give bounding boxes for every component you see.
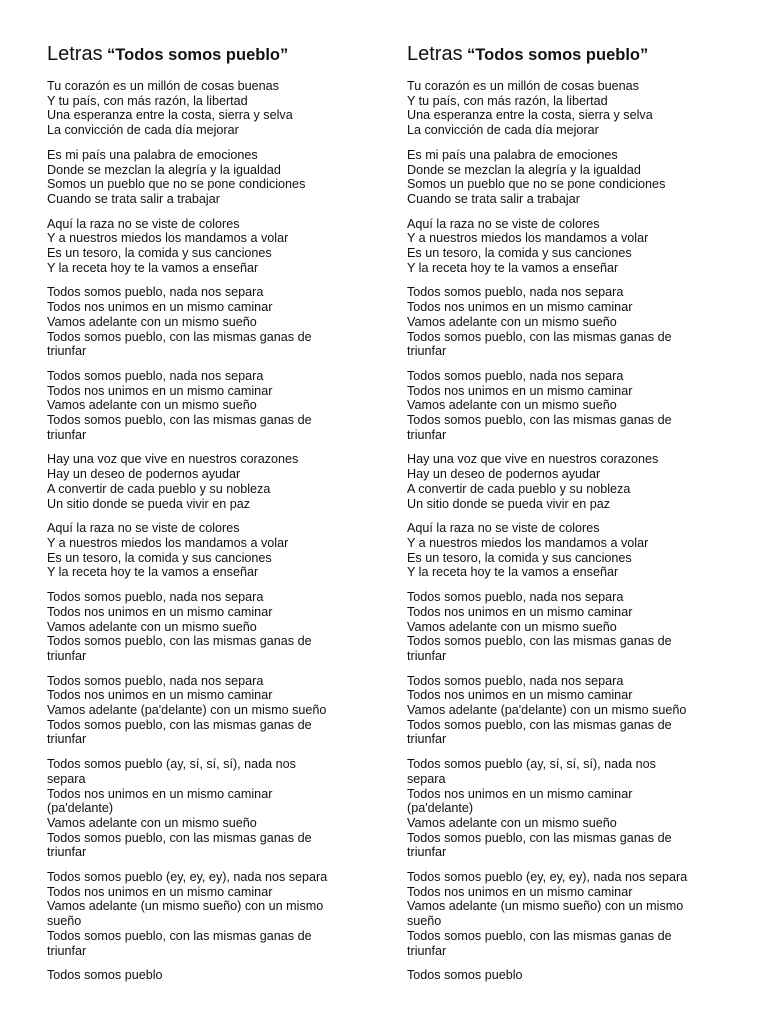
lyric-line: Y a nuestros miedos los mandamos a volar bbox=[407, 535, 649, 550]
stanza bbox=[47, 968, 367, 983]
stanza bbox=[47, 674, 367, 748]
lyric-line: Todos somos pueblo, nada nos separa bbox=[47, 368, 264, 383]
lyric-line: Y la receta hoy te la vamos a enseñar bbox=[407, 565, 619, 580]
stanza bbox=[47, 148, 367, 207]
lyric-line: Todos somos pueblo, con las mismas ganas de bbox=[407, 830, 672, 845]
lyric-line: Todos somos pueblo, con las mismas ganas de bbox=[47, 830, 312, 845]
lyric-line: Todos nos unimos en un mismo caminar bbox=[47, 786, 273, 801]
song-title: “Todos somos pueblo” bbox=[467, 46, 649, 64]
stanza bbox=[407, 590, 727, 664]
lyric-line: Aquí la raza no se viste de colores bbox=[47, 216, 240, 231]
lyric-line: Todos somos pueblo, nada nos separa bbox=[47, 673, 264, 688]
lyric-line: Todos nos unimos en un mismo caminar bbox=[407, 786, 633, 801]
lyric-line: triunfar bbox=[407, 943, 447, 958]
lyric-line: Todos nos unimos en un mismo caminar bbox=[407, 884, 633, 899]
title-prefix: Letras bbox=[47, 43, 103, 65]
lyric-line: Todos somos pueblo (ay, sí, sí, sí), nada nos bbox=[407, 757, 656, 772]
stanza bbox=[47, 870, 367, 958]
lyric-line: triunfar bbox=[407, 427, 447, 442]
lyric-line: (pa'delante) bbox=[47, 801, 114, 816]
lyric-line: Todos somos pueblo, con las mismas ganas de bbox=[47, 717, 312, 732]
lyric-line: Todos nos unimos en un mismo caminar bbox=[47, 383, 273, 398]
lyric-line: Todos somos pueblo, con las mismas ganas de bbox=[407, 928, 672, 943]
lyric-line: Es mi país una palabra de emociones bbox=[47, 147, 258, 162]
stanza bbox=[407, 148, 727, 207]
lyric-line: Hay un deseo de podernos ayudar bbox=[47, 467, 241, 482]
lyric-line: triunfar bbox=[47, 427, 87, 442]
lyric-line: Vamos adelante con un mismo sueño bbox=[407, 815, 617, 830]
lyric-line: Todos somos pueblo, nada nos separa bbox=[407, 285, 624, 300]
lyric-line: Todos somos pueblo, con las mismas ganas de bbox=[47, 928, 312, 943]
lyric-line: Vamos adelante (un mismo sueño) con un mismo bbox=[407, 899, 684, 914]
lyric-line: Hay una voz que vive en nuestros corazones bbox=[407, 452, 659, 467]
lyric-line: Una esperanza entre la costa, sierra y selva bbox=[47, 108, 293, 123]
lyric-line: Todos nos unimos en un mismo caminar bbox=[407, 688, 633, 703]
stanza bbox=[47, 217, 367, 276]
lyric-line: Y a nuestros miedos los mandamos a volar bbox=[47, 231, 289, 246]
lyric-line: Todos nos unimos en un mismo caminar bbox=[47, 300, 273, 315]
lyric-line: Todos nos unimos en un mismo caminar bbox=[407, 604, 633, 619]
lyric-line: Vamos adelante (pa'delante) con un mismo sueño bbox=[407, 703, 687, 718]
stanza bbox=[47, 452, 367, 511]
lyric-line: Y la receta hoy te la vamos a enseñar bbox=[47, 260, 259, 275]
lyric-line: La convicción de cada día mejorar bbox=[407, 123, 599, 138]
lyric-line: Es mi país una palabra de emociones bbox=[407, 147, 618, 162]
lyric-line: Y tu país, con más razón, la libertad bbox=[407, 93, 608, 108]
lyric-line: Vamos adelante con un mismo sueño bbox=[407, 619, 617, 634]
lyric-line: Todos nos unimos en un mismo caminar bbox=[47, 688, 273, 703]
stanza bbox=[407, 217, 727, 276]
lyric-line: Vamos adelante con un mismo sueño bbox=[407, 398, 617, 413]
lyric-line: Todos somos pueblo, con las mismas ganas de bbox=[407, 717, 672, 732]
lyric-line: Todos somos pueblo (ey, ey, ey), nada nos separa bbox=[47, 870, 328, 885]
lyric-line: Todos somos pueblo, nada nos separa bbox=[407, 673, 624, 688]
lyrics-title bbox=[407, 42, 727, 68]
lyric-line: triunfar bbox=[47, 648, 87, 663]
lyric-line: sueño bbox=[407, 914, 442, 929]
lyric-line: A convertir de cada pueblo y su nobleza bbox=[407, 481, 631, 496]
lyric-line: Aquí la raza no se viste de colores bbox=[47, 521, 240, 536]
lyric-line: triunfar bbox=[407, 344, 447, 359]
lyric-line: Cuando se trata salir a trabajar bbox=[407, 191, 580, 206]
lyric-line: Hay un deseo de podernos ayudar bbox=[407, 467, 601, 482]
lyric-line: (pa'delante) bbox=[407, 801, 474, 816]
lyric-line: Todos somos pueblo bbox=[407, 968, 523, 983]
stanza bbox=[407, 870, 727, 958]
lyric-line: A convertir de cada pueblo y su nobleza bbox=[47, 481, 271, 496]
stanza-list bbox=[47, 79, 367, 983]
title-prefix: Letras bbox=[407, 43, 463, 65]
lyric-line: Todos somos pueblo, con las mismas ganas de bbox=[47, 413, 312, 428]
lyric-line: Cuando se trata salir a trabajar bbox=[47, 191, 220, 206]
stanza bbox=[407, 285, 727, 359]
lyric-line: Donde se mezclan la alegría y la igualdad bbox=[47, 162, 281, 177]
lyric-line: Hay una voz que vive en nuestros corazones bbox=[47, 452, 299, 467]
stanza bbox=[407, 968, 727, 983]
lyric-line: Todos somos pueblo, nada nos separa bbox=[407, 368, 624, 383]
lyric-line: Y a nuestros miedos los mandamos a volar bbox=[407, 231, 649, 246]
lyric-line: Vamos adelante con un mismo sueño bbox=[47, 815, 257, 830]
stanza bbox=[407, 79, 727, 138]
lyric-line: Todos somos pueblo, nada nos separa bbox=[47, 590, 264, 605]
lyric-line: Vamos adelante (pa'delante) con un mismo sueño bbox=[47, 703, 327, 718]
lyric-line: Aquí la raza no se viste de colores bbox=[407, 521, 600, 536]
lyric-line: Todos somos pueblo, con las mismas ganas de bbox=[47, 634, 312, 649]
stanza bbox=[47, 521, 367, 580]
lyric-line: triunfar bbox=[407, 648, 447, 663]
stanza bbox=[47, 285, 367, 359]
stanza bbox=[407, 674, 727, 748]
stanza bbox=[407, 757, 727, 860]
lyric-line: Vamos adelante con un mismo sueño bbox=[47, 619, 257, 634]
stanza bbox=[47, 757, 367, 860]
lyric-line: triunfar bbox=[47, 943, 87, 958]
lyrics-column-right bbox=[407, 42, 727, 993]
lyric-line: Y la receta hoy te la vamos a enseñar bbox=[47, 565, 259, 580]
lyric-line: separa bbox=[407, 771, 446, 786]
lyric-line: Y tu país, con más razón, la libertad bbox=[47, 93, 248, 108]
stanza bbox=[47, 590, 367, 664]
lyric-line: triunfar bbox=[407, 732, 447, 747]
lyric-line: Todos somos pueblo, con las mismas ganas de bbox=[47, 329, 312, 344]
lyric-line: Todos somos pueblo (ey, ey, ey), nada nos separa bbox=[407, 870, 688, 885]
lyric-line: Un sitio donde se pueda vivir en paz bbox=[407, 496, 611, 511]
lyric-line: Y a nuestros miedos los mandamos a volar bbox=[47, 535, 289, 550]
lyric-line: Es un tesoro, la comida y sus canciones bbox=[47, 246, 272, 261]
song-title: “Todos somos pueblo” bbox=[107, 46, 289, 64]
lyric-line: triunfar bbox=[47, 732, 87, 747]
lyric-line: Todos nos unimos en un mismo caminar bbox=[47, 604, 273, 619]
lyric-line: Todos somos pueblo (ay, sí, sí, sí), nada nos bbox=[47, 757, 296, 772]
stanza bbox=[407, 452, 727, 511]
lyric-line: Somos un pueblo que no se pone condiciones bbox=[407, 177, 666, 192]
lyric-line: sueño bbox=[47, 914, 82, 929]
lyric-line: Es un tesoro, la comida y sus canciones bbox=[407, 550, 632, 565]
lyric-line: triunfar bbox=[47, 845, 87, 860]
lyric-line: Un sitio donde se pueda vivir en paz bbox=[47, 496, 251, 511]
lyric-line: Es un tesoro, la comida y sus canciones bbox=[47, 550, 272, 565]
stanza bbox=[407, 369, 727, 443]
lyric-line: Aquí la raza no se viste de colores bbox=[407, 216, 600, 231]
lyric-line: Vamos adelante (un mismo sueño) con un mismo bbox=[47, 899, 324, 914]
lyrics-column-left bbox=[47, 42, 367, 993]
stanza bbox=[47, 79, 367, 138]
lyric-line: Vamos adelante con un mismo sueño bbox=[407, 314, 617, 329]
lyric-line: Todos somos pueblo bbox=[47, 968, 163, 983]
lyric-line: Donde se mezclan la alegría y la igualdad bbox=[407, 162, 641, 177]
lyric-line: Es un tesoro, la comida y sus canciones bbox=[407, 246, 632, 261]
lyric-line: triunfar bbox=[47, 344, 87, 359]
lyric-line: Todos nos unimos en un mismo caminar bbox=[407, 300, 633, 315]
lyric-line: Vamos adelante con un mismo sueño bbox=[47, 314, 257, 329]
lyrics-title bbox=[47, 42, 367, 68]
lyric-line: Tu corazón es un millón de cosas buenas bbox=[407, 79, 639, 93]
stanza bbox=[407, 521, 727, 580]
stanza-list bbox=[407, 79, 727, 983]
lyric-line: Todos somos pueblo, con las mismas ganas de bbox=[407, 634, 672, 649]
stanza bbox=[47, 369, 367, 443]
lyric-line: Todos nos unimos en un mismo caminar bbox=[407, 383, 633, 398]
lyric-line: La convicción de cada día mejorar bbox=[47, 123, 239, 138]
lyric-line: Tu corazón es un millón de cosas buenas bbox=[47, 79, 279, 93]
lyric-line: triunfar bbox=[407, 845, 447, 860]
lyric-line: Todos nos unimos en un mismo caminar bbox=[47, 884, 273, 899]
lyric-line: Y la receta hoy te la vamos a enseñar bbox=[407, 260, 619, 275]
lyric-line: Todos somos pueblo, con las mismas ganas de bbox=[407, 413, 672, 428]
lyric-line: Todos somos pueblo, nada nos separa bbox=[47, 285, 264, 300]
lyric-line: Somos un pueblo que no se pone condiciones bbox=[47, 177, 306, 192]
lyric-line: Una esperanza entre la costa, sierra y selva bbox=[407, 108, 653, 123]
lyric-line: separa bbox=[47, 771, 86, 786]
lyric-line: Todos somos pueblo, nada nos separa bbox=[407, 590, 624, 605]
lyric-line: Vamos adelante con un mismo sueño bbox=[47, 398, 257, 413]
lyric-line: Todos somos pueblo, con las mismas ganas de bbox=[407, 329, 672, 344]
